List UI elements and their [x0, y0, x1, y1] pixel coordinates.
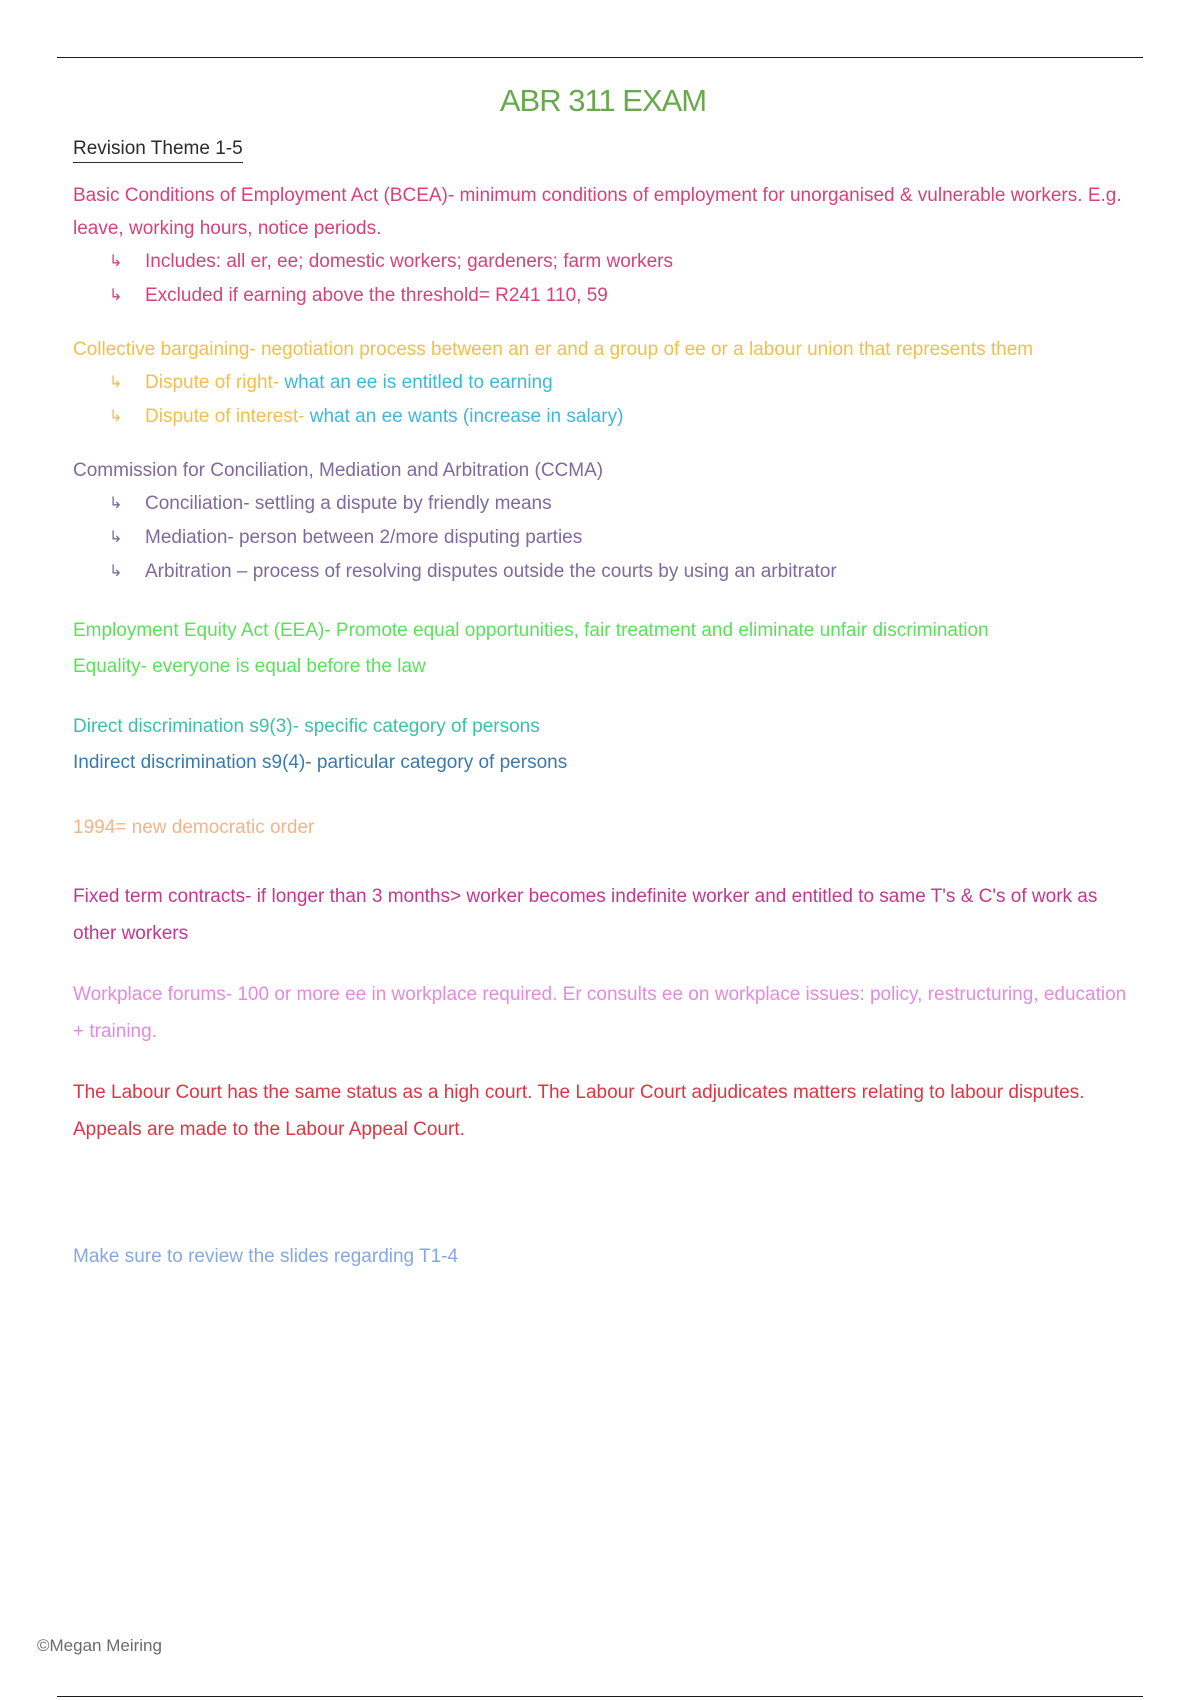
bottom-rule	[57, 1696, 1143, 1697]
discrimination-section	[73, 709, 1133, 781]
bcea-definition: Basic Conditions of Employment Act (BCEA)- minimum conditions of employment for unorganised & vulnerable workers. E.g. leave, working hours, notice periods.	[73, 185, 1122, 239]
forums-section	[73, 976, 1133, 1050]
dispute-desc: what an ee is entitled to earning	[279, 372, 553, 393]
review-section	[73, 1240, 1133, 1273]
collective-list	[73, 366, 1133, 434]
fixed-term-definition: Fixed term contracts- if longer than 3 months> worker becomes indefinite worker and entitled to same T's & C's of work as other workers	[73, 886, 1098, 944]
document-body	[73, 72, 1133, 1273]
arrow-bullet-icon: ↳	[109, 287, 123, 304]
democratic-order: 1994= new democratic order	[73, 817, 315, 838]
arrow-bullet-icon: ↳	[109, 408, 123, 425]
direct-discrimination: Direct discrimination s9(3)- specific category of persons	[73, 716, 540, 737]
fixed-term-section	[73, 878, 1133, 952]
arrow-bullet-icon: ↳	[109, 253, 123, 270]
subtitle-row	[73, 123, 1133, 163]
arrow-bullet-icon: ↳	[109, 529, 123, 546]
page-title: ABR 311 EXAM	[499, 83, 707, 118]
bcea-section	[73, 179, 1133, 313]
list-item: ↳ Includes: all er, ee; domestic workers; gardeners; farm workers	[109, 245, 1133, 279]
copyright-notice: ©Megan Meiring	[37, 1636, 162, 1655]
eea-section	[73, 613, 1133, 685]
list-item: ↳ Arbitration – process of resolving disputes outside the courts by using an arbitrator	[109, 555, 1133, 589]
labour-court-section	[73, 1074, 1133, 1148]
democratic-section	[73, 811, 1133, 844]
dispute-desc: what an ee wants (increase in salary)	[304, 406, 624, 427]
arrow-bullet-icon: ↳	[109, 495, 123, 512]
bcea-list	[73, 245, 1133, 313]
eea-definition: Employment Equity Act (EEA)- Promote equal opportunities, fair treatment and eliminate unfair discrimination	[73, 620, 989, 641]
list-item	[109, 400, 1133, 434]
indirect-discrimination: Indirect discrimination s9(4)- particular category of persons	[73, 752, 568, 773]
list-item: ↳ Mediation- person between 2/more disputing parties	[109, 521, 1133, 555]
section-subtitle: Revision Theme 1-5	[73, 138, 243, 163]
collective-definition: Collective bargaining- negotiation process between an er and a group of ee or a labour union that represents them	[73, 339, 1034, 360]
top-rule	[57, 57, 1143, 58]
arrow-bullet-icon: ↳	[109, 374, 123, 391]
forums-definition: Workplace forums- 100 or more ee in workplace required. Er consults ee on workplace issues: policy, restructuring, education + training.	[73, 984, 1127, 1042]
review-note: Make sure to review the slides regarding T1-4	[73, 1246, 459, 1267]
labour-court-definition: The Labour Court has the same status as a high court. The Labour Court adjudicates matters relating to labour disputes. Appeals are made to the Labour Appeal Court.	[73, 1082, 1085, 1140]
list-item: ↳ Conciliation- settling a dispute by friendly means	[109, 487, 1133, 521]
ccma-list	[73, 487, 1133, 589]
arrow-bullet-icon: ↳	[109, 563, 123, 580]
ccma-section	[73, 454, 1133, 589]
equality-definition: Equality- everyone is equal before the law	[73, 656, 426, 677]
dispute-term: Dispute of interest-	[145, 406, 305, 427]
dispute-term: Dispute of right-	[145, 372, 280, 393]
list-item: ↳ Excluded if earning above the threshold= R241 110, 59	[109, 279, 1133, 313]
collective-section	[73, 333, 1133, 434]
list-item	[109, 366, 1133, 400]
ccma-heading: Commission for Conciliation, Mediation and Arbitration (CCMA)	[73, 460, 604, 481]
